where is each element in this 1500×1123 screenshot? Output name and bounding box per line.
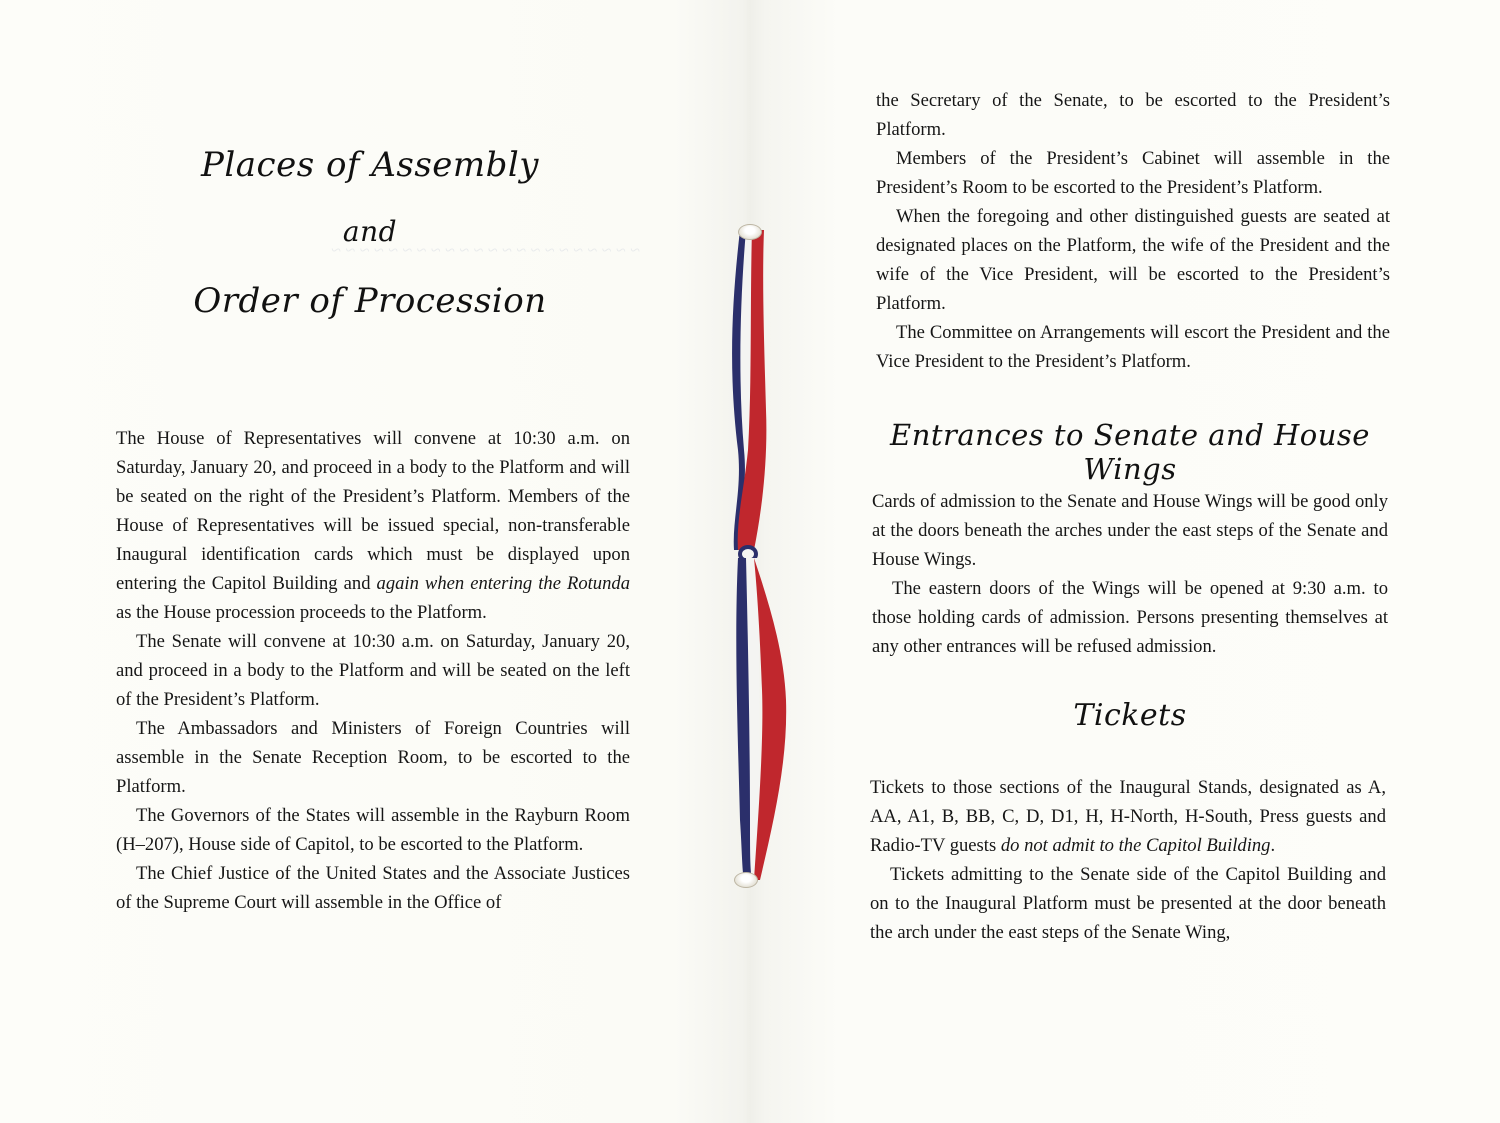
emphasis-rotunda: again when entering the Rotunda: [376, 573, 630, 594]
paragraph-chief-justice: The Chief Justice of the United States and the Associate Justices of the Supreme Court will assemble in the Office of: [116, 863, 630, 913]
grommet-bottom: [734, 872, 758, 888]
left-page: [0, 0, 740, 1123]
paragraph-cards-admission: Cards of admission to the Senate and House Wings will be good only at the doors beneath the arches under the east steps of the Senate and House Wings.: [872, 491, 1388, 570]
paragraph-secretary: the Secretary of the Senate, to be escorted to the President’s Platform.: [876, 90, 1390, 140]
heading-line-3: Order of Procession: [193, 281, 547, 321]
ribbon-icon: [718, 220, 798, 890]
paragraph-eastern-doors: The eastern doors of the Wings will be opened at 9:30 a.m. to those holding cards of admission. Persons presenting themselves at any other entrances will be refused admission.: [872, 578, 1388, 657]
bleed-through-text: ~ ~ ~ ~ ~ ~ ~ ~ ~ ~ ~ ~ ~ ~ ~ ~ ~ ~ ~ ~ ~ ~: [331, 240, 640, 260]
assembly-body: [116, 424, 630, 917]
paragraph-house: The House of Representatives will convene at 10:30 a.m. on Saturday, January 20, and proceed in a body to the Platform and will be seated on the right of the President’s Platform. Members of the House of Representatives will be issued special, non-transferable Inaugural identification cards which must be displayed upon entering the Capitol Building and again when entering the Rotunda as the House procession proceeds to the Platform.: [116, 428, 630, 623]
paragraph-ambassadors: The Ambassadors and Ministers of Foreign Countries will assemble in the Senate Reception Room, to be escorted to the Platform.: [116, 718, 630, 797]
paragraph-committee: The Committee on Arrangements will escort the President and the Vice President to the President’s Platform.: [876, 322, 1390, 372]
emphasis-do-not-admit: do not admit to the Capitol Building: [1000, 835, 1271, 856]
grommet-top: [738, 224, 762, 240]
section-heading-tickets: Tickets: [1073, 698, 1187, 733]
ribbon-binding: [718, 220, 798, 890]
section-heading-entrances: Entrances to Senate and House Wings: [890, 418, 1370, 486]
paragraph-senate: The Senate will convene at 10:30 a.m. on Saturday, January 20, and proceed in a body to the Platform and will be seated on the left of the President’s Platform.: [116, 631, 630, 710]
entrances-body: [872, 487, 1388, 661]
procession-continuation: [876, 86, 1390, 376]
paragraph-ticket-sections: Tickets to those sections of the Inaugural Stands, designated as A, AA, A1, B, BB, C, D, D1, H, H-North, H-South, Press guests and Radio-TV guests do not admit to the Capitol Building.: [870, 777, 1386, 856]
section-heading-assembly: [110, 145, 630, 321]
paragraph-senate-side-tickets: Tickets admitting to the Senate side of the Capitol Building and on to the Inaugural Platform must be presented at the door beneath the arch under the east steps of the Senate Wing,: [870, 864, 1386, 943]
paragraph-guests: When the foregoing and other distinguished guests are seated at designated places on the Platform, the wife of the President and the wife of the Vice President, will be escorted to the President’s Platform.: [876, 206, 1390, 314]
paragraph-cabinet: Members of the President’s Cabinet will assemble in the President’s Room to be escorted to the President’s Platform.: [876, 148, 1390, 198]
heading-line-1: Places of Assembly: [201, 145, 539, 185]
tickets-body: [870, 773, 1386, 947]
heading-line-2: and: [342, 215, 398, 248]
paragraph-governors: The Governors of the States will assemble in the Rayburn Room (H–207), House side of Capitol, to be escorted to the Platform.: [116, 805, 630, 855]
